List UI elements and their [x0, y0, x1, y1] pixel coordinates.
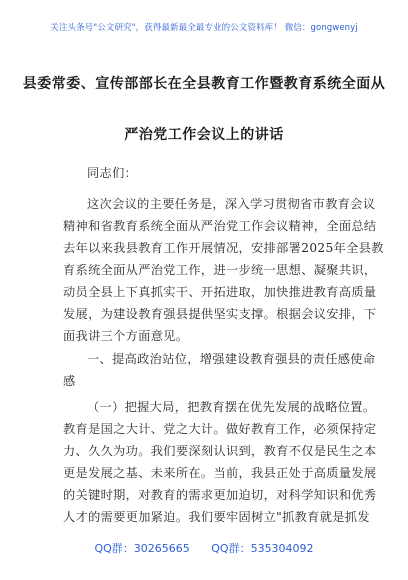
- section-heading: 一、提高政治站位，增强建设教育强县的责任感使命: [87, 352, 376, 366]
- body-line: 发展，为建设教育强县提供坚实支撑。根据会议安排，下: [63, 307, 377, 321]
- promo-banner: 关注头条号"公文研究"，获得最新最全最专业的公文资料库！ 微信：gongwenyj: [50, 23, 358, 33]
- body-line: 动员全县上下真抓实干、开拓进取，加快推进教育高质量: [63, 285, 377, 299]
- section-heading-cont: 感: [63, 374, 76, 388]
- qq-group-2: QQ群：535304092: [211, 542, 314, 555]
- subsection-heading: （一）把握大局，把教育摆在优先发展的战略位置。: [87, 400, 376, 414]
- body-line: 育系统全面从严治党工作，进一步统一思想、凝聚共识，: [63, 263, 377, 277]
- salutation: 同志们：: [87, 166, 138, 180]
- body-line: 人才的需要更加紧迫。我们要牢固树立"抓教育就是抓发: [63, 510, 370, 524]
- body-line: 力、久久为功。我们要深刻认识到，教育不仅是民生之本: [63, 444, 377, 458]
- footer-contact: [0, 540, 408, 556]
- body-line: 面我讲三个方面意见。: [63, 329, 189, 343]
- body-line: 教育是国之大计、党之大计。做好教育工作，必须保持定: [63, 422, 377, 436]
- body-line: 更是发展之基、未来所在。当前，我县正处于高质量发展: [63, 466, 377, 480]
- document-title-line-2: 严治党工作会议上的讲话: [124, 127, 284, 143]
- body-line: 这次会议的主要任务是，深入学习贯彻省市教育会议: [87, 197, 376, 211]
- body-line: 的关键时期，对教育的需求更加迫切，对科学知识和优秀: [63, 488, 377, 502]
- body-line: 去年以来我县教育工作开展情况，安排部署2025年全县教: [63, 241, 384, 255]
- document-title-line-1: 县委常委、宣传部部长在全县教育工作暨教育系统全面从: [22, 76, 386, 92]
- qq-group-1: QQ群：30265665: [94, 542, 190, 555]
- body-line: 精神和省教育系统全面从严治党工作会议精神，全面总结: [63, 219, 377, 233]
